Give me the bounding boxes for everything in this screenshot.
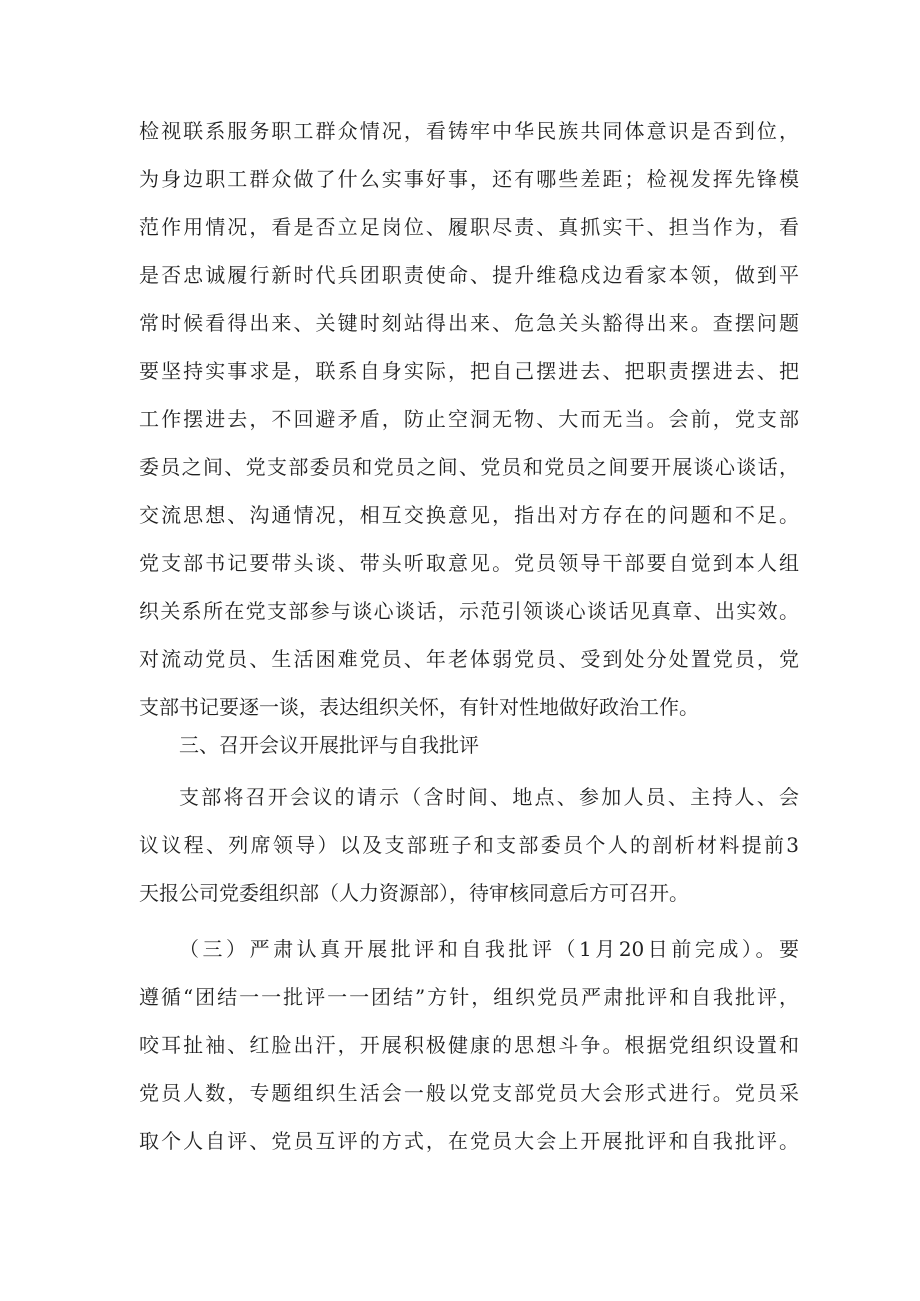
body-text-line: 支部书记要逐一谈，表达组织关怀，有针对性地做好政治工作。 (139, 695, 699, 719)
body-text-line: 范作用情况，看是否立足岗位、履职尽责、真抓实干、担当作为，看 (139, 215, 799, 239)
body-text-line: 委员之间、党支部委员和党员之间、党员和党员之间要开展谈心谈话， (139, 455, 799, 479)
body-text-line: 交流思想、沟通情况，相互交换意见，指出对方存在的问题和不足。 (139, 503, 799, 527)
body-text-line: 是否忠诚履行新时代兵团职责使命、提升维稳戍边看家本领，做到平 (139, 263, 799, 287)
body-text-line: 要坚持实事求是，联系自身实际，把自己摆进去、把职责摆进去、把 (139, 359, 799, 383)
body-text-line: 天报公司党委组织部（人力资源部），待审核同意后方可召开。 (139, 881, 689, 905)
body-text-line: 议议程、列席领导）以及支部班子和支部委员个人的剖析材料提前3 (139, 833, 799, 857)
body-text-line: 取个人自评、党员互评的方式，在党员大会上开展批评和自我批评。 (139, 1129, 799, 1153)
body-text-line: 常时候看得出来、关键时刻站得出来、危急关头豁得出来。查摆问题 (139, 311, 799, 335)
body-text-line: 党员人数，专题组织生活会一般以党支部党员大会形式进行。党员采 (139, 1081, 799, 1105)
body-text-line: 对流动党员、生活困难党员、年老体弱党员、受到处分处置党员，党 (139, 647, 799, 671)
body-text-line: 检视联系服务职工群众情况，看铸牢中华民族共同体意识是否到位， (139, 119, 799, 143)
section-heading: 三、召开会议开展批评与自我批评 (179, 733, 479, 757)
body-text-line: 工作摆进去，不回避矛盾，防止空洞无物、大而无当。会前，党支部 (139, 407, 799, 431)
body-text-line: 织关系所在党支部参与谈心谈话，示范引领谈心谈话见真章、出实效。 (139, 599, 799, 623)
body-text-line: 党支部书记要带头谈、带头听取意见。党员领导干部要自觉到本人组 (139, 551, 799, 575)
subsection-heading: （三）严肃认真开展批评和自我批评（1月20日前完成）。要 (179, 937, 799, 961)
body-text-line: 咬耳扯袖、红脸出汗，开展积极健康的思想斗争。根据党组织设置和 (139, 1033, 799, 1057)
body-text-line: 遵循“团结一一批评一一团结”方针，组织党员严肃批评和自我批评， (139, 985, 799, 1009)
body-text-line: 为身边职工群众做了什么实事好事，还有哪些差距；检视发挥先锋模 (139, 167, 799, 191)
body-text-line: 支部将召开会议的请示（含时间、地点、参加人员、主持人、会 (179, 785, 799, 809)
